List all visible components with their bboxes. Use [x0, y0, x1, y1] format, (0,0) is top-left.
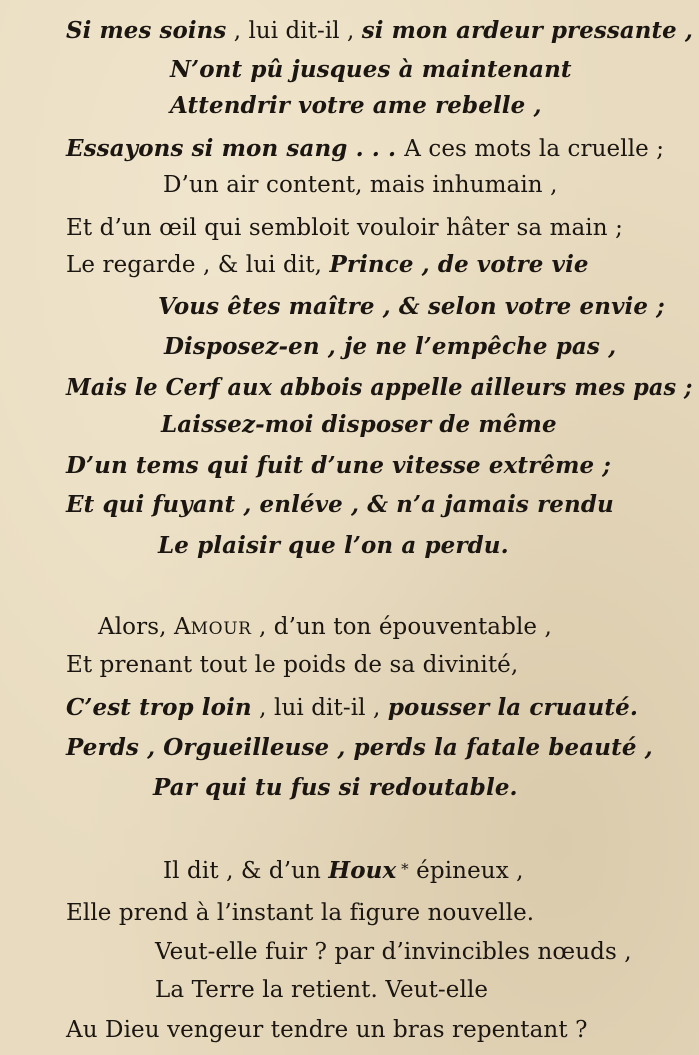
verse-line [170, 55, 572, 85]
verse-segment: , d’un ton épouventable , [251, 614, 552, 640]
verse-line [66, 693, 638, 723]
verse-segment: Disposez-en , je ne l’empêche pas , [164, 333, 617, 360]
verse-segment: Mais le Cerf aux abbois appelle ailleurs mes pas ; [66, 374, 693, 401]
verse-line [158, 292, 665, 322]
verse-segment: Veut-elle fuir ? par d’invincibles nœuds , [155, 939, 632, 965]
verse-segment: Essayons si mon sang . . . [66, 135, 405, 162]
verse-segment: Le plaisir que l’on a perdu. [158, 532, 509, 559]
verse-segment: si mon ardeur pressante , [361, 17, 693, 44]
verse-line [158, 531, 509, 561]
verse-segment: Par qui tu fus si redoutable. [153, 774, 518, 801]
verse-segment: C’est trop loin [66, 694, 252, 721]
verse-segment: D’un air content, mais inhumain , [163, 172, 558, 198]
verse-line [66, 213, 623, 243]
verse-line [155, 975, 488, 1005]
verse-line [66, 250, 589, 280]
verse-line [66, 134, 664, 164]
verse-segment: épineux , [408, 858, 524, 884]
verse-segment: A ces mots la cruelle ; [404, 136, 665, 162]
verse-segment: Le regarde , & lui dit, [66, 252, 330, 278]
verse-segment: pousser la cruauté. [387, 694, 638, 721]
verse-line [66, 898, 534, 928]
verse-line [98, 612, 552, 644]
verse-segment: Si mes soins [66, 17, 227, 44]
verse-segment: Et prenant tout le poids de sa divinité, [66, 652, 519, 678]
verse-line [66, 490, 614, 520]
verse-line [66, 733, 653, 763]
verse-line [66, 451, 611, 481]
verse-segment: Perds , Orgueilleuse , perds la fatale beauté , [66, 734, 653, 761]
verse-line [66, 16, 693, 46]
verse-segment: , lui dit-il , [226, 18, 362, 44]
verse-segment: D’un tems qui fuit d’une vitesse extrême ; [66, 452, 611, 479]
verse-segment: Au Dieu vengeur tendre un bras repentant ? [66, 1017, 588, 1043]
verse-segment: Il dit , & d’un [163, 858, 329, 884]
verse-segment: Et qui fuyant , enléve , & n’a jamais rendu [66, 491, 614, 518]
verse-segment: MOUR [190, 619, 252, 639]
verse-line [170, 91, 542, 121]
verse-segment: Laissez-moi disposer de même [161, 411, 557, 438]
verse-segment: Houx [328, 857, 397, 884]
verse-segment: Prince , de votre vie [329, 251, 589, 278]
verse-line [163, 170, 558, 200]
verse-segment: N’ont pû jusques à maintenant [170, 56, 572, 83]
verse-segment: Elle prend à l’instant la figure nouvelle. [66, 900, 535, 926]
verse-segment: Attendrir votre ame rebelle , [170, 92, 542, 119]
verse-segment: Vous êtes maître , & selon votre envie ; [158, 293, 665, 320]
verse-line [161, 410, 557, 440]
verse-segment: Et d’un œil qui sembloit vouloir hâter sa main ; [66, 215, 623, 241]
verse-segment: Alors, [98, 614, 174, 640]
verse-line [164, 332, 616, 362]
verse-line [66, 373, 692, 403]
verse-segment: La Terre la retient. Veut-elle [155, 977, 489, 1003]
verse-line [66, 1015, 588, 1045]
verse-line [163, 856, 524, 886]
verse-segment: , lui dit-il , [251, 695, 388, 721]
verse-segment: A [173, 614, 191, 640]
verse-line [153, 773, 518, 803]
verse-line [155, 937, 632, 967]
verse-line [66, 650, 518, 680]
verse-segment: * [396, 860, 409, 878]
